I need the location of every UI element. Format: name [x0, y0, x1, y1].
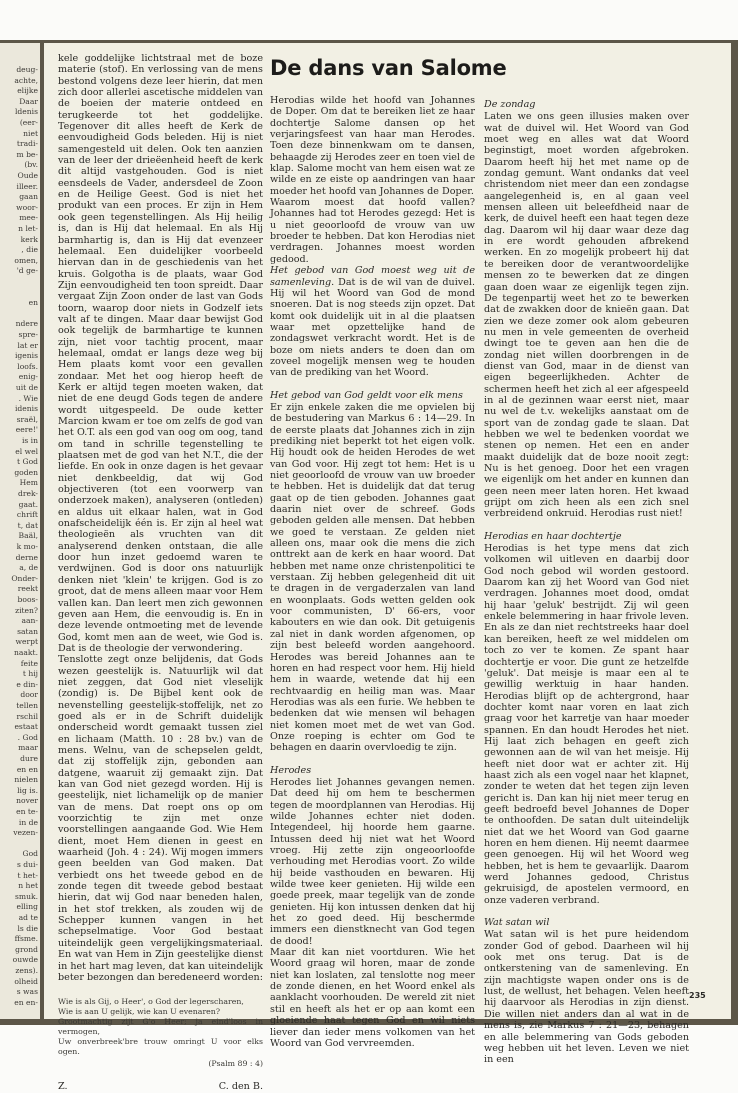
psalm-line: Wie is als Gij, o Heer', o God der legerscharen,	[58, 997, 244, 1007]
previous-page-fragment: chrift	[16, 510, 38, 520]
previous-page-fragment: nover	[16, 796, 38, 806]
psalm-line: Wie is aan U gelijk, wie kan U evenaren?	[58, 1007, 221, 1017]
page-number: 235	[689, 991, 706, 1000]
col1-paragraph-2: Tenslotte zegt onze belijdenis, dat Gods wezen geestelijk is. Natuurlijk wil dat niet zeggen, dat God niet vleselijk (zondig) is. De Bijbel kent ook de nevenstelling geestelijk-stoffelijk, net zo goed als er in de Schrift duidelijk onderscheid wordt gemaakt tussen ziel en lichaam (Matth. 10 : 28 bv.) van de mens. Welnu, van de schepselen geldt, dat zij stoffelijk zijn, gebonden aan datgene, waaruit zij gemaakt zijn. Dat kan van God niet gezegd worden. Hij is geestelijk, niet lichamelijk op de manier van de mens. Dat roept ons op om voorzichtig te zijn met onze voorstellingen aangaande God. Wie Hem dient, moet Hem dienen in geest en waarheid (Joh. 4 : 24). Wij mogen immers geen beelden van God maken. Dat verbiedt ons het tweede gebod en de zonde tegen dit tweede gebod bestaat hierin, dat wij God naar beneden halen, in het stof trekken, als zouden wij de Schepper kunnen vangen in het schepselmatige. Voor God bestaat uiteindelijk geen vergelijkingsmateriaal. En wat van Hem in Zijn geestelijke dienst in het hart mag leven, dat kan uiteindelijk beter bezongen dan beredeneerd worden:	[58, 654, 263, 983]
previous-page-fragment: mee-	[19, 213, 38, 223]
subheading-herodias: Herodias en haar dochtertje	[484, 530, 622, 542]
previous-page-fragment: feite	[20, 658, 38, 668]
previous-page-fragment: drek-	[17, 489, 38, 498]
previous-page-fragment: ouwde	[12, 955, 38, 965]
previous-page-fragment: , die	[21, 245, 38, 255]
previous-page-fragment: God	[22, 849, 38, 859]
previous-page-fragment: naakt.	[13, 648, 38, 657]
previous-page-fragment: idenis	[14, 404, 38, 414]
previous-page-fragment: (eer-	[19, 118, 38, 127]
previous-page-fragment: loofs.	[17, 361, 38, 371]
previous-page-fragment: s dui-	[16, 860, 38, 869]
previous-page-fragment: smuk.	[14, 891, 38, 901]
previous-page-fragment: lat er	[17, 340, 38, 350]
previous-page-fragment: niet	[23, 128, 38, 138]
previous-page-fragment: lig is.	[17, 785, 38, 795]
previous-page-fragment: t het-	[17, 870, 38, 880]
previous-page-fragment: werpt	[15, 637, 38, 647]
article-title: De dans van Salome	[270, 56, 507, 80]
previous-page-fragment: rschil	[16, 711, 38, 721]
previous-page-fragment: Baäl,	[18, 531, 38, 541]
previous-page-fragment: derne	[15, 552, 38, 562]
previous-page-fragment: e din-	[16, 679, 38, 689]
previous-page-fragment: is in	[21, 436, 38, 445]
col2-paragraph-3	[270, 265, 475, 378]
col2-paragraph-2: Waarom moest dat hoofd vallen? Johannes had tot Herodes gezegd: Het is u niet geoorloofd de vrouw van uw broeder te hebben. Dat kon Herodias niet verdragen. Johannes moest worden gedood.	[270, 197, 475, 265]
psalm-line: Grootmachtig zijt G'o Heer; ja eind'loos in vermogen,	[58, 1017, 263, 1037]
psalm-reference: (Psalm 89 : 4)	[208, 1059, 263, 1069]
previous-page-fragment: ldenis	[14, 107, 38, 117]
previous-page-fragment: en en	[16, 764, 38, 774]
previous-page-fragment: illeer.	[16, 181, 38, 191]
previous-page-fragment: grond	[15, 944, 38, 954]
col3-paragraph-2: Herodias is het type mens dat zich volkomen wil uitleven en daarbij door God noch gebod wil worden gestoord. Daarom kan zij het Woord van God niet verdragen. Johannes moet dood, omdat hij haar 'geluk' bestrijdt. Zij wil geen enkele belemmering in haar frivole leven. En als ze dan niet rechtstreeks haar doel kan bereiken, heeft ze wel middelen om toch zo ver te komen. Ze spant haar dochtertje er voor. Die gunt ze hetzelfde 'geluk'. Dat meisje is maar een al te gewillig werktuig in haar handen. Herodias blijft op de achtergrond, haar dochter komt naar voren en laat zich graag voor het karretje van haar moeder spannen. En dan houdt Herodes het niet. Hij laat zich behagen en geeft zich gewonnen aan de wil van het meisje. Hij heeft niet door wat er achter zit. Hij haast zich als een vogel naar het klapnet, zonder te weten dat het tegen zijn leven gericht is. Dan kan hij niet meer terug en geeft bedroefd bevel Johannes de Doper te onthoofden. De satan dult uiteindelijk niet dat we het Woord van God gaarne horen en hem dienen. Hij neemt daarmee geen genoegen. Hij wil het Woord weg hebben, het is hem te gevaarlijk. Daarom werd Johannes gedood, Christus gekruisigd, de apostelen vermoord, en onze vaderen verbrand.	[484, 543, 689, 906]
previous-page-fragment: door	[20, 690, 38, 700]
previous-page-fragment: tradi-	[16, 139, 38, 149]
psalm-line: Uw onverbreek'bre trouw omringt U voor elks ogen.	[58, 1037, 263, 1057]
previous-page-fragment: enig-	[18, 372, 38, 382]
previous-page-fragment: gaat.	[18, 499, 38, 509]
previous-page-fragment: goden	[14, 467, 38, 477]
previous-page-fragment: k mo-	[16, 542, 38, 551]
subheading-gebod: Het gebod van God geldt voor elk mens	[270, 389, 463, 401]
col2-paragraph-4: Er zijn enkele zaken die me opvielen bij de bestudering van Markus 6 : 14—29. In de eerste plaats dat Johannes zich in zijn prediking niet beperkt tot het eigen volk. Hij houdt ook de heiden Herodes de wet van God voor. Hij zegt tot hem: Het is u niet geoorloofd de vrouw van uw broeder te hebben. Het is duidelijk dat dat terug gaat op de tien geboden. Johannes gaat daarin niet over de schreef. Gods geboden gelden alle mensen. Dat hebben we goed te verstaan. Ze gelden niet alleen ons, maar ook die mens die zich onttrekt aan de kerk en haar woord. Dat hebben met name onze christenpolitici te verstaan. Zij hebben gelegenheid dit uit te dragen in de vergaderzalen van land en woonplaats. Gods wetten gelden ook voor communisten, D' 66-ers, voor kabouters en wie dan ook. Dit getuigenis zal niet in dank worden afgenomen, op zijn best beleefd worden aangehoord. Herodes was bereid Johannes aan te horen en had respect voor hem. Hij hield hem in waarde, wetende dat hij een rechtvaardig en heilig man was. Maar Herodias was als een furie. We hebben te bedenken dat wie mensen wil behagen niet komen moet met de wet van God. Onze roeping is echter om God te behagen en daarin overvloedig te zijn.	[270, 401, 475, 754]
previous-page-fragment: n het	[18, 881, 38, 891]
previous-page-fragment: igenis	[14, 351, 38, 361]
previous-page-fragment: vezen-	[13, 828, 38, 838]
col3-paragraph-3: Wat satan wil is het pure heidendom zonder God of gebod. Daarheen wil hij ook met ons terug. Dat is de ontkerstening van de samenleving. En zijn machtigste wapen onder ons is de lust, de wellust, het behagen. Velen heeft hij daarvoor als Herodias in zijn dienst. Die willen niet anders dan al wat in de mens is, zie Markus 7 : 21—23, behagen en alle belemmering van Gods geboden weg hebben uit het leven. Leven we niet in een	[484, 929, 689, 1066]
previous-page-fragment: t God	[17, 457, 38, 467]
signature-right: C. den B.	[218, 1081, 263, 1093]
previous-page-fragment: t hij	[22, 669, 38, 679]
previous-page-fragment: el wel	[15, 446, 38, 456]
col2-paragraph-1: Herodias wilde het hoofd van Johannes de Doper. Om dat te bereiken liet ze haar dochtertje Salome dansen op het verjaringsfeest van haar man Herodes. Toen deze binnenkwam om te dansen, behaagde zij Herodes zeer en toen viel de klap. Salome mocht van hem eisen wat ze wilde en ze eiste op aandringen van haar moeder het hoofd van Johannes de Doper.	[270, 95, 475, 197]
previous-page-fragment: estaat	[14, 722, 38, 732]
col2-paragraph-3-rest: Dat is de wil van de duivel. Hij wil het Woord van God de mond snoeren. Dat is nog steeds zijn opzet. Dat komt ook duidelijk uit in al die plaatsen waar met opzettelijke hand de zondagswet verkracht wordt. Het is de boze om niets anders te doen dan om zoveel mogelijk mensen weg te houden van de prediking van het Woord.	[270, 276, 475, 379]
subheading-satan: Wat satan wil	[484, 917, 550, 929]
previous-page-fragment: (bv.	[24, 160, 38, 170]
previous-page-fragment: gaan	[19, 192, 38, 202]
signatures	[58, 1081, 263, 1092]
previous-page-fragment: n let-	[18, 224, 38, 233]
previous-page-fragment: aan-	[21, 616, 38, 626]
previous-page-edge	[0, 43, 40, 1019]
previous-page-fragment: spre-	[18, 330, 38, 339]
previous-page-fragment: en te-	[16, 807, 38, 816]
magazine-page	[44, 43, 731, 1093]
previous-page-fragment: dure	[20, 754, 38, 763]
previous-page-fragment: omen,	[14, 255, 38, 265]
previous-page-fragment: en	[28, 298, 38, 308]
previous-page-fragment: en en-	[14, 997, 38, 1007]
column-right	[484, 53, 689, 1066]
col1-paragraph-1: kele goddelijke lichtstraal met de boze materie (stof). En verlossing van de mens bestond volgens deze leer hierin, dat men zich door allerlei ascetische middelen van de boeien der materie ontdeed en terugkeerde tot het goddelijke. Tegenover dit alles heeft de Kerk de eenvoudigheid Gods beleden. Hij is niet samengesteld uit delen. Ook ten aanzien van de leer der drieëenheid heeft de kerk dit altijd vastgehouden. God is niet eensdeels de Vader, andersdeel de Zoon en de Heilige Geest. God is niet het produkt van een proces. Er zijn in Hem ook geen tegenstellingen. Als Hij heilig is, dan is Hij dat helemaal. En als Hij barmhartig is, dan is Hij dat evenzeer helemaal. Een duidelijker voorbeeld hiervan dan in de geschiedenis van het kruis. Golgotha is de plaats, waar God Zijn eenvoudigheid ten toon spreidt. Daar vergaat Zijn Zoon onder de last van Gods toorn, waarop door niets in Godzelf iets valt af te dingen. Maar daar bewijst God ook tegelijk de barmhartige te kunnen zijn, niet voor tachtig procent, maar helemaal, omdat er langs deze weg bij Hem plaats komt voor een gevallen zondaar. Met het oog hierop heeft de Kerk er altijd tegen moeten waken, dat niet de ene deugd Gods tegen de andere wordt uitgespeeld. De oude ketter Marcion kwam er toe om zelfs de god van het O.T. als een god van oog om oog, tand om tand in schrille tegenstelling te plaatsen met de god van het N.T., die der liefde. En ook in onze dagen is het gevaar niet denkbeeldig, dat wij God objectiveren (tot een voorwerp van onderzoek maken), analyseren (ontleden) en aldus uit elkaar halen, wat in God onafscheidelijk één is. Er zijn al heel wat theologieën als vruchten van dit analyserend denken ontstaan, die alle door hun inzet gedoemd waren te verdwijnen. God is door ons natuurlijk denken niet 'klein' te krijgen. God is zo groot, dat de mens alleen maar voor Hem vallen kan. Dan leert men zich gewonnen geven aan Hem, die eenvoudig is. En in deze levende ontmoeting met de levende God, komt men aan de weet, wie God is. Dat is de theologie der verwondering.	[58, 53, 263, 654]
previous-page-fragment: nielen	[14, 775, 38, 785]
column-left	[58, 53, 263, 1093]
column-middle	[270, 53, 507, 1049]
previous-page-fragment: in de	[18, 817, 38, 827]
previous-page-fragment: 'd ge-	[16, 266, 38, 276]
col3-paragraph-1: Laten we ons geen illusies maken over wat de duivel wil. Het Woord van God moet weg en alles wat dat Woord beginstigt, moet worden afgebroken. Daarom heeft hij het met name op de zondag gemunt. Want ondanks dat veel christendom niet meer dan een zondagse aangelegenheid is, en al gaan veel mensen alleen uit beleefdheid naar de kerk, de duivel heeft een haat tegen deze dag. Daarom wil hij daar waar deze dag in ere wordt gehouden afbrekend werken. En zo mogelijk probeert hij dat te bereiken door de verantwoordelijke mensen zo te bewerken dat ze dingen gaan doen waar ze eigenlijk tegen zijn. De tegenpartij weet het zo te bewerken dat de zwakken door de knieën gaan. Dat zien we deze zomer ook alom gebeuren nu men in vele gemeenten de overheid dwingt toe te geven aan hen die de zondag niet willen doorbrengen in de dienst van God, maar in de dienst van eigen begeerlijkheden. Achter de schermen heeft het zich al eer afgespeeld in al de gezinnen waar eerst niet, maar nu wel de t.v. wekelijks aanstaat om de sport van de zondag gade te slaan. Dat hebben we wel te bedenken voordat we stenen op nemen. Het een en ander maakt duidelijk dat de boze nooit zegt: Nu is het genoeg. Door het een vragen we eigenlijk om het ander en kunnen dan geen neen meer laten horen. Het kwaad grijpt om zich heen als een zich snel verbreidend onkruid. Herodias rust niet!	[484, 111, 689, 520]
signature-left: Z.	[58, 1081, 68, 1093]
previous-page-fragment: maar	[18, 743, 38, 753]
previous-page-fragment: . Wie	[18, 393, 38, 403]
previous-page-fragment: zens).	[15, 966, 38, 975]
previous-page-fragment: reekt	[17, 584, 38, 594]
previous-page-fragment: tellen	[16, 701, 38, 710]
previous-page-fragment: ls die	[17, 923, 38, 933]
previous-page-fragment: woor-	[16, 202, 38, 212]
subheading-herodes: Herodes	[270, 764, 312, 776]
col2-paragraph-6: Maar dit kan niet voortduren. Wie het Woord graag wil horen, maar de zonde niet kan loslaten, zal tenslotte nog meer de zonde dienen, en het Woord enkel als aanklacht voorhouden. De wereld zit niet stil en heeft als het er op aan komt een gloeiende haat tegen God en wil niets liever dan ieder mens volkomen van het Woord van God vervreemden.	[270, 947, 475, 1049]
previous-page-fragment: elling	[16, 902, 38, 912]
previous-page-fragment: deug-	[16, 65, 38, 74]
previous-page-fragment: satan	[17, 626, 38, 636]
subheading-zondag: De zondag	[484, 99, 536, 110]
previous-page-fragment: t, dat	[17, 520, 38, 530]
previous-page-fragment: uit de	[15, 383, 38, 392]
previous-page-fragment: achte,	[14, 75, 38, 85]
previous-page-fragment: kerk	[20, 234, 38, 244]
previous-page-fragment: elijke	[17, 86, 38, 96]
previous-page-fragment: Daar	[19, 96, 38, 106]
previous-page-fragment: ffsme.	[14, 934, 38, 944]
previous-page-fragment: ndere	[15, 319, 38, 329]
col2-paragraph-5: Herodes liet Johannes gevangen nemen. Dat deed hij om hem te beschermen tegen de moordplannen van Herodias. Hij wilde Johannes echter niet doden. Integendeel, hij hoorde hem gaarne. Intussen deed hij niet wat het Woord vroeg. Hij zette zijn ongeoorloofde verhouding met Herodias voort. Zo wilde hij beide vasthouden en bewaren. Hij wilde twee keer genieten. Hij wilde een goede preek, maar tegelijk van de zonde genieten. Hij kon intussen denken dat hij het zo goed deed. Hij beschermde immers een dienstknecht van God tegen de dood!	[270, 776, 475, 947]
previous-page-fragment: Onder-	[11, 573, 38, 583]
previous-page-fragment: ad te	[18, 913, 38, 922]
psalm-quote	[58, 997, 263, 1057]
previous-page-fragment: m be-	[16, 149, 38, 159]
previous-page-fragment: boos-	[17, 595, 38, 604]
previous-page-fragment: ziten?	[15, 605, 38, 615]
col2-italic-lead: Het gebod van God moest weg uit de samenleving.	[270, 265, 475, 288]
previous-page-fragment: Hem	[19, 478, 38, 488]
previous-page-fragment: a, de	[19, 563, 38, 573]
previous-page-fragment: s was	[16, 987, 38, 997]
previous-page-fragment: . God	[17, 732, 38, 742]
previous-page-fragment: Oude	[17, 171, 38, 180]
previous-page-fragment: olheid	[14, 976, 38, 986]
previous-page-fragment: eere!'	[15, 425, 38, 435]
previous-page-fragment: sraël,	[16, 414, 38, 424]
